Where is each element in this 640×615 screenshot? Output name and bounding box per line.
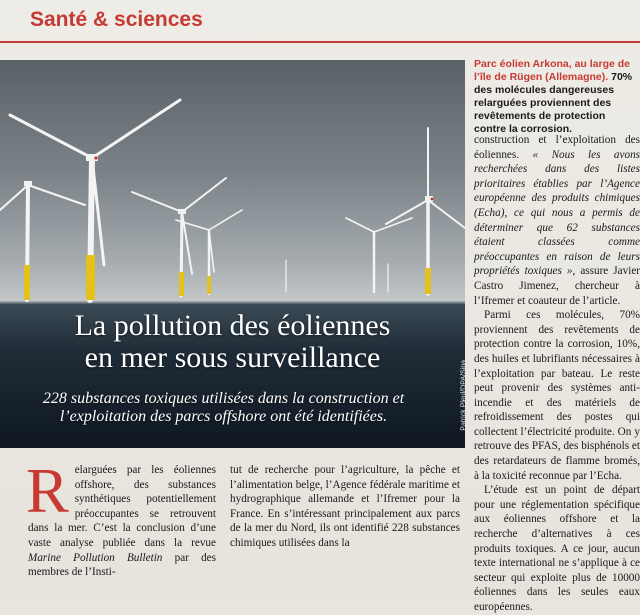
section-heading: Santé & sciences	[30, 8, 203, 31]
quote: « Nous les avons recherchées dans des listes prioritaires établies par l’Agence européenne des produits chimiques (Echa), ce qui nous a permis de déterminer que 62 substances étaient classées comme préoccupantes en raison de leurs propriétés toxiques »	[474, 148, 640, 278]
article-title	[0, 310, 465, 374]
wind-farm-photo	[0, 60, 468, 448]
article-column-middle: tut de recherche pour l’agriculture, la pêche et l’alimentation belge, l’Agence fédérale maritime et hydrographique allemande et l’Ifremer pour la France. En s’intéressant principalement aux parcs de la mer du Nord, ils ont identifié 228 substances chimiques utilisées dans la	[230, 464, 460, 549]
photo-credit: Patrick Pleul/DPA/Sipa	[461, 360, 468, 431]
paragraph-text: construction et l’exploitation des éoliennes.	[474, 134, 640, 161]
paragraph-text: , assure Javier Castro Jimenez, chercheur à l’Ifremer et coauteur de l’article.	[474, 265, 640, 307]
paragraph-text: par des membres de l’Insti-	[28, 551, 217, 579]
drop-cap: R	[26, 455, 69, 526]
article-title-line-2: en mer sous surveillance	[84, 341, 381, 374]
section-rule	[0, 41, 640, 43]
photo-caption	[474, 58, 636, 136]
article-column-right	[474, 133, 640, 615]
paragraph: L’étude est un point de départ pour une réglementation spécifique aux éoliennes offshore et la recherche d’alternatives à ces produits toxiques. A ce jour, aucun texte international ne s’applique à ce secteur qui exploite plus de 10000 éoliennes dans les seules eaux européennes.	[474, 484, 640, 613]
paragraph: Parmi ces molécules, 70% proviennent des revêtements de protection contre la corrosion, 10%, des huiles et lubrifiants nécessaires à l’exploitation par bateau. Le reste peut provenir des systèmes anti-incendie et des matériels de refroidissement des postes qui collectent l’électricité produite. On y retrouve des PFAS, des bisphénols et des retardateurs de flamme bromés, à la toxicité reconnue par l’Echa.	[474, 309, 640, 482]
article-column-left	[26, 455, 217, 580]
caption-lead: Parc éolien Arkona, au large de l’île de Rügen (Allemagne).	[474, 58, 631, 83]
paragraph-text: elarguées par les éoliennes offshore, des substances synthétiques potentiellement préoccupantes se retrouvent dans la mer. C’est la conclusion d’une vaste analyse publiée dans la revue	[28, 464, 216, 549]
paragraph	[474, 133, 640, 308]
journal-name: Marine Pollution Bulletin	[28, 551, 163, 564]
article-subtitle: 228 substances toxiques utilisées dans la construction et l’exploitation des parcs offshore ont été identifiées.	[42, 390, 405, 425]
article-title-line-1: La pollution des éoliennes	[74, 309, 391, 342]
caption-text: 70% des molécules dangereuses relarguées proviennent des revêtements de protection contre la corrosion.	[474, 71, 633, 135]
